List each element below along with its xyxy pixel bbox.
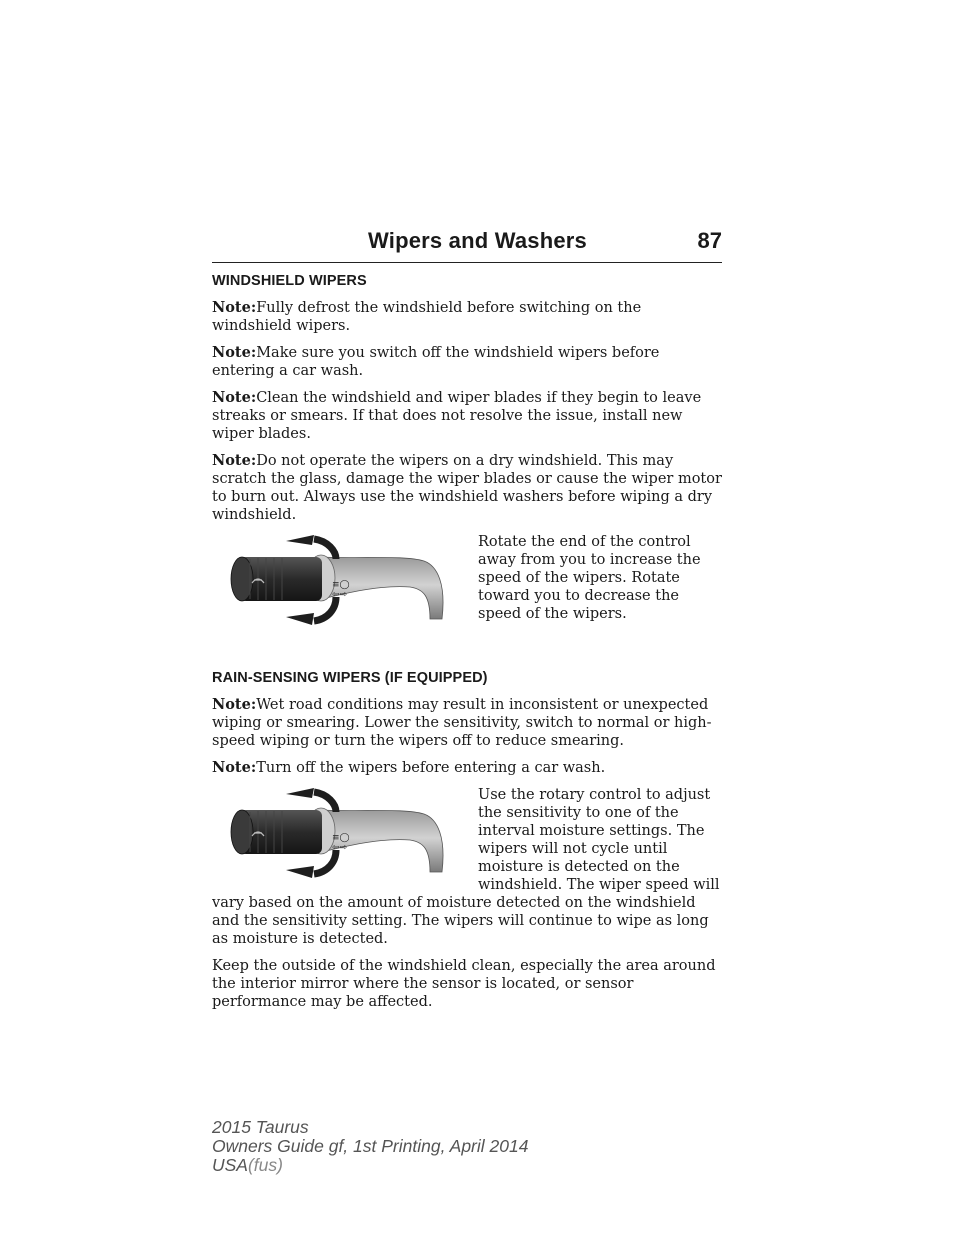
footer-edition: Owners Guide gf, 1st Printing, April 2014 (212, 1136, 529, 1156)
rain-sensing-heading: RAIN-SENSING WIPERS (IF EQUIPPED) (212, 670, 488, 686)
footer-region-main: USA (212, 1155, 248, 1175)
note-text: Clean the windshield and wiper blades if they begin to leave streaks or smears. If that does not resolve the issue, install new wiper blades. (212, 390, 702, 442)
note-text: Do not operate the wipers on a dry windshield. This may scratch the glass, damage the wiper blades or cause the wiper motor to burn out. Always use the windshield washers before wiping a dry windshield. (212, 453, 722, 523)
wiper-stalk-icon (224, 533, 448, 625)
rain-sensor-figure-block (212, 786, 724, 948)
svg-text:≡◯: ≡◯ (332, 580, 350, 590)
wiper-control-figure-block (212, 533, 724, 629)
page-footer (212, 1118, 528, 1175)
page-number: 87 (697, 228, 722, 253)
note-paragraph (212, 452, 724, 524)
note-text: Make sure you switch off the windshield wipers before entering a car wash. (212, 345, 660, 379)
note-label: Note: (212, 299, 257, 316)
footer-region-suffix: (fus) (247, 1155, 283, 1175)
note-label: Note: (212, 389, 257, 406)
page-content (212, 272, 724, 1020)
wiper-stalk-icon (224, 786, 448, 878)
svg-text:⇦⇨: ⇦⇨ (332, 590, 348, 600)
note-text: Fully defrost the windshield before switching on the windshield wipers. (212, 300, 642, 334)
footer-model: 2015 Taurus (212, 1117, 309, 1137)
note-label: Note: (212, 344, 257, 361)
note-paragraph (212, 299, 724, 335)
windshield-wipers-heading: WINDSHIELD WIPERS (212, 273, 367, 289)
svg-text:⇦⇨: ⇦⇨ (332, 843, 348, 853)
note-paragraph (212, 759, 724, 777)
rain-sensor-instructions: Use the rotary control to adjust the sensitivity to one of the interval moisture settings. The wipers will not cycle until moisture is detected on the windshield. The wiper speed will vary based on the amount of moisture detected on the windshield and the sensitivity setting. The wipers will continue to wipe as long as moisture is detected. (212, 787, 720, 947)
note-text: Wet road conditions may result in inconsistent or unexpected wiping or smearing. Lower the sensitivity, switch to normal or high-speed wiping or turn the wipers off to reduce smearing. (212, 697, 712, 749)
note-text: Turn off the wipers before entering a car wash. (256, 760, 606, 776)
note-label: Note: (212, 759, 257, 776)
note-paragraph (212, 344, 724, 380)
sensor-cleaning-paragraph: Keep the outside of the windshield clean, especially the area around the interior mirror where the sensor is located, or sensor performance may be affected. (212, 958, 716, 1010)
note-paragraph (212, 696, 724, 750)
wiper-stalk-illustration (224, 533, 448, 625)
note-paragraph (212, 389, 724, 443)
footer-region (212, 1156, 528, 1175)
rain-sensor-stalk-illustration (224, 786, 448, 878)
page-header (212, 228, 722, 263)
note-label: Note: (212, 452, 257, 469)
section-title: Wipers and Washers (368, 228, 587, 253)
wiper-speed-instructions: Rotate the end of the control away from you to increase the speed of the wipers. Rotate toward you to decrease the speed of the wipers. (478, 534, 701, 622)
svg-text:≡◯: ≡◯ (332, 833, 350, 843)
note-label: Note: (212, 696, 257, 713)
